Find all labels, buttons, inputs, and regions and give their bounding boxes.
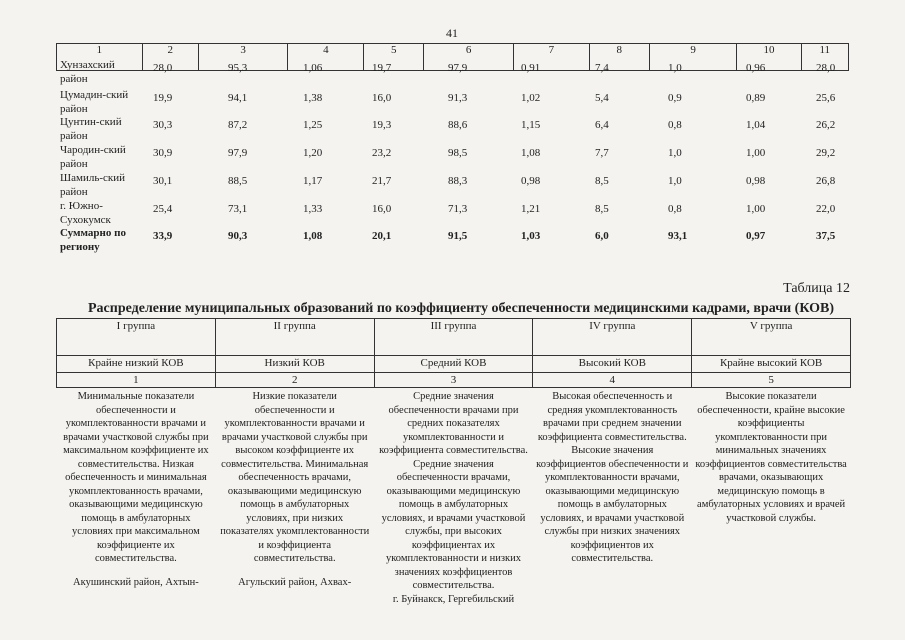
- row-name: Хунзахский район: [60, 59, 115, 85]
- row-cell: 1,33: [303, 203, 323, 215]
- areas-1: Акушинский район, Ахтын-: [73, 576, 199, 588]
- row-cell: 0,8: [668, 203, 682, 215]
- row-cell: 1,04: [746, 119, 766, 131]
- num-4: 4: [533, 373, 692, 388]
- table-row: [58, 88, 848, 118]
- description-3: Средние значения обеспеченности врачами при средних показателях укомплектованности и коэффициента совместительства. Средние значения обеспеченности врачами, оказывающими медицинскую помощь в амбулаторных условиях, и врачами участковой службы, при высоких коэффициентах их укомплектованности и низких значениях коэффициентов совместительства.: [379, 391, 528, 591]
- t1-col-2: 2: [142, 44, 198, 71]
- row-cell: 16,0: [372, 92, 392, 104]
- table-number: Таблица 12: [783, 281, 850, 296]
- row-cell: 0,91: [521, 62, 541, 74]
- row-cell: 25,6: [816, 92, 836, 104]
- row-cell: 1,25: [303, 119, 323, 131]
- row-cell: 7,4: [595, 62, 609, 74]
- desc-cell-3: [374, 388, 533, 633]
- row-cell: 19,7: [372, 62, 392, 74]
- row-cell: 30,3: [153, 119, 173, 131]
- table-row: [58, 226, 848, 256]
- row-cell: 0,98: [521, 175, 541, 187]
- t1-col-7: 7: [513, 44, 589, 71]
- description-1: Минимальные показатели обеспеченности и укомплектованности врачами и врачами участковой службы при максимальном коэффициенте их совместительства. Низкая обеспеченность и минимальная укомплектованность врачами, оказывающими медицинскую помощь в амбулаторных условиях при максимальном коэффициенте их совместительства.: [63, 391, 209, 564]
- level-3: Средний КОВ: [374, 356, 533, 373]
- num-2: 2: [215, 373, 374, 388]
- row-cell: 1,03: [521, 230, 541, 242]
- row-cell: 21,7: [372, 175, 392, 187]
- row-cell: 23,2: [372, 147, 392, 159]
- row-name: Цумадин-ский район: [60, 89, 129, 115]
- row-cell: 1,0: [668, 175, 682, 187]
- row-cell: 19,9: [153, 92, 173, 104]
- row-cell: 1,00: [746, 203, 766, 215]
- desc-cell-5: [692, 388, 851, 633]
- table-row: [58, 143, 848, 173]
- level-1: Крайне низкий КОВ: [57, 356, 216, 373]
- row-cell: 94,1: [228, 92, 248, 104]
- num-1: 1: [57, 373, 216, 388]
- group-5: V группа: [692, 319, 851, 356]
- t1-col-8: 8: [589, 44, 649, 71]
- row-cell: 0,98: [746, 175, 766, 187]
- row-cell: 26,2: [816, 119, 836, 131]
- row-cell: 1,06: [303, 62, 323, 74]
- page-number: 41: [446, 26, 458, 40]
- desc-cell-2: [215, 388, 374, 633]
- table-row: [58, 58, 848, 88]
- desc-cell-4: [533, 388, 692, 633]
- row-cell: 0,9: [668, 92, 682, 104]
- row-cell: 30,9: [153, 147, 173, 159]
- row-cell: 22,0: [816, 203, 836, 215]
- areas-2: Агульский район, Ахвах-: [238, 576, 352, 588]
- description-2: Низкие показатели обеспеченности и укомплектованности врачами и врачами участковой службы при высоком коэффициенте их совместительства. Минимальная обеспеченность врачами, оказывающими медицинскую помощь в амбулаторных условиях, при низких показателях укомплектованности и коэффициента совместительства.: [220, 391, 370, 564]
- row-cell: 1,21: [521, 203, 541, 215]
- row-cell: 1,15: [521, 119, 541, 131]
- row-cell: 91,5: [448, 230, 468, 242]
- row-cell: 25,4: [153, 203, 173, 215]
- row-cell: 1,00: [746, 147, 766, 159]
- description-5: Высокие показатели обеспеченности, крайне высокие коэффициенты укомплектованности при минимальных значениях коэффициентов совместительства врачами, оказывающих медицинскую помощь в амбулаторных условиях и врачей участковой службы.: [695, 391, 847, 524]
- group-3: III группа: [374, 319, 533, 356]
- row-cell: 8,5: [595, 175, 609, 187]
- t1-col-11: 11: [801, 44, 848, 71]
- row-cell: 7,7: [595, 147, 609, 159]
- table-row: [58, 199, 848, 229]
- table-title: Распределение муниципальных образований по коэффициенту обеспеченности медицинскими кадрами, врачи (КОВ): [88, 301, 835, 316]
- row-cell: 1,08: [303, 230, 323, 242]
- row-cell: 6,0: [595, 230, 609, 242]
- row-cell: 16,0: [372, 203, 392, 215]
- row-name: Шамиль-ский район: [60, 172, 125, 198]
- row-cell: 97,9: [448, 62, 468, 74]
- row-cell: 0,96: [746, 62, 766, 74]
- row-name: Цунтин-ский район: [60, 116, 122, 142]
- row-cell: 0,8: [668, 119, 682, 131]
- row-cell: 93,1: [668, 230, 688, 242]
- t1-col-10: 10: [737, 44, 801, 71]
- row-cell: 87,2: [228, 119, 248, 131]
- row-cell: 98,5: [448, 147, 468, 159]
- row-cell: 88,6: [448, 119, 468, 131]
- row-cell: 88,5: [228, 175, 248, 187]
- row-name: Суммарно по региону: [60, 227, 126, 253]
- row-cell: 71,3: [448, 203, 468, 215]
- description-4: Высокая обеспеченность и средняя укомплектованность врачами при среднем значении коэффициента совместительства. Высокие значения коэффициентов обеспеченности и укомплектованности врачами, оказывающими медицинскую помощь в амбулаторных условиях, и врачами участковой службы при низких значениях коэффициентов их совместительства.: [536, 391, 689, 564]
- row-cell: 88,3: [448, 175, 468, 187]
- num-3: 3: [374, 373, 533, 388]
- t1-col-4: 4: [288, 44, 364, 71]
- t1-col-1: 1: [57, 44, 143, 71]
- row-cell: 1,0: [668, 147, 682, 159]
- row-cell: 6,4: [595, 119, 609, 131]
- row-name: г. Южно-Сухокумск: [60, 200, 111, 226]
- t1-col-3: 3: [198, 44, 288, 71]
- table-row: [58, 171, 848, 201]
- row-cell: 8,5: [595, 203, 609, 215]
- num-5: 5: [692, 373, 851, 388]
- t1-col-6: 6: [424, 44, 514, 71]
- level-4: Высокий КОВ: [533, 356, 692, 373]
- row-cell: 5,4: [595, 92, 609, 104]
- row-cell: 1,02: [521, 92, 541, 104]
- table2: [56, 318, 851, 632]
- t1-col-5: 5: [364, 44, 424, 71]
- row-cell: 1,17: [303, 175, 323, 187]
- group-2: II группа: [215, 319, 374, 356]
- level-5: Крайне высокий КОВ: [692, 356, 851, 373]
- areas-3: г. Буйнакск, Гергебильский: [392, 593, 515, 605]
- row-cell: 26,8: [816, 175, 836, 187]
- row-cell: 1,38: [303, 92, 323, 104]
- row-cell: 0,97: [746, 230, 766, 242]
- row-cell: 97,9: [228, 147, 248, 159]
- table-row: [58, 115, 848, 145]
- row-cell: 95,3: [228, 62, 248, 74]
- row-cell: 29,2: [816, 147, 836, 159]
- row-cell: 37,5: [816, 230, 836, 242]
- row-cell: 28,0: [153, 62, 173, 74]
- group-4: IV группа: [533, 319, 692, 356]
- row-cell: 90,3: [228, 230, 248, 242]
- level-2: Низкий КОВ: [215, 356, 374, 373]
- row-cell: 28,0: [816, 62, 836, 74]
- row-cell: 20,1: [372, 230, 392, 242]
- row-cell: 73,1: [228, 203, 248, 215]
- row-name: Чародин-ский район: [60, 144, 126, 170]
- row-cell: 1,08: [521, 147, 541, 159]
- row-cell: 1,20: [303, 147, 323, 159]
- row-cell: 0,89: [746, 92, 766, 104]
- group-1: I группа: [57, 319, 216, 356]
- row-cell: 33,9: [153, 230, 173, 242]
- t1-col-9: 9: [649, 44, 737, 71]
- row-cell: 30,1: [153, 175, 173, 187]
- desc-cell-1: [57, 388, 216, 633]
- row-cell: 19,3: [372, 119, 392, 131]
- row-cell: 1,0: [668, 62, 682, 74]
- row-cell: 91,3: [448, 92, 468, 104]
